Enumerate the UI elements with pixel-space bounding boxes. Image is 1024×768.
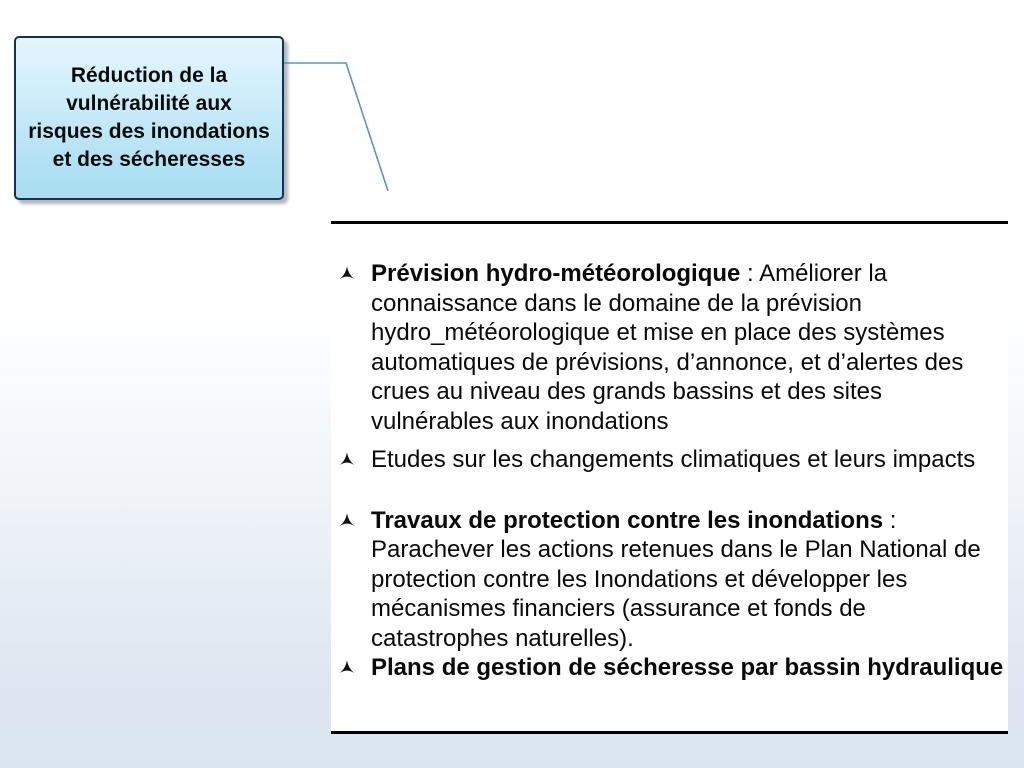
bullet-text — [371, 259, 1006, 436]
bullet-body: : Parachever les actions retenues dans le Plan National de protection contre les Inondations et développer les mécanismes financiers (assurance et fonds de catastrophes naturelles). — [371, 506, 981, 652]
bullet-item — [337, 445, 1006, 475]
bullet-item — [337, 259, 1006, 436]
arrowhead-bullet-icon — [337, 259, 371, 280]
bullet-item — [337, 653, 1006, 683]
callout-text: Réduction de la vulnérabilité aux risques des inondations et des sécheresses — [28, 64, 270, 171]
bottom-rule — [331, 731, 1008, 734]
bullet-body: Etudes sur les changements climatiques et leurs impacts — [371, 446, 976, 473]
bullet-item — [337, 506, 1006, 654]
bullet-lead: Prévision hydro-météorologique — [371, 260, 741, 287]
bullet-lead: Travaux de protection contre les inondations — [371, 506, 884, 534]
bullet-text — [371, 445, 1006, 475]
content-panel — [331, 221, 1008, 734]
top-rule — [331, 221, 1008, 224]
bullet-lead: Plans de gestion de sécheresse par bassin hydraulique — [371, 654, 1004, 681]
bullet-body: : Améliorer la connaissance dans le domaine de la prévision hydro_météorologique et mise en place des systèmes automatiques de prévisions, d’annonce, et d’alertes des crues au niveau des grands bassins et des sites vulnérables aux inondations — [371, 260, 964, 435]
bullet-text — [371, 506, 1006, 654]
bullet-text — [371, 653, 1006, 683]
callout-box — [14, 36, 284, 200]
arrowhead-bullet-icon — [337, 506, 371, 527]
arrowhead-bullet-icon — [337, 445, 371, 466]
arrowhead-bullet-icon — [337, 653, 371, 674]
